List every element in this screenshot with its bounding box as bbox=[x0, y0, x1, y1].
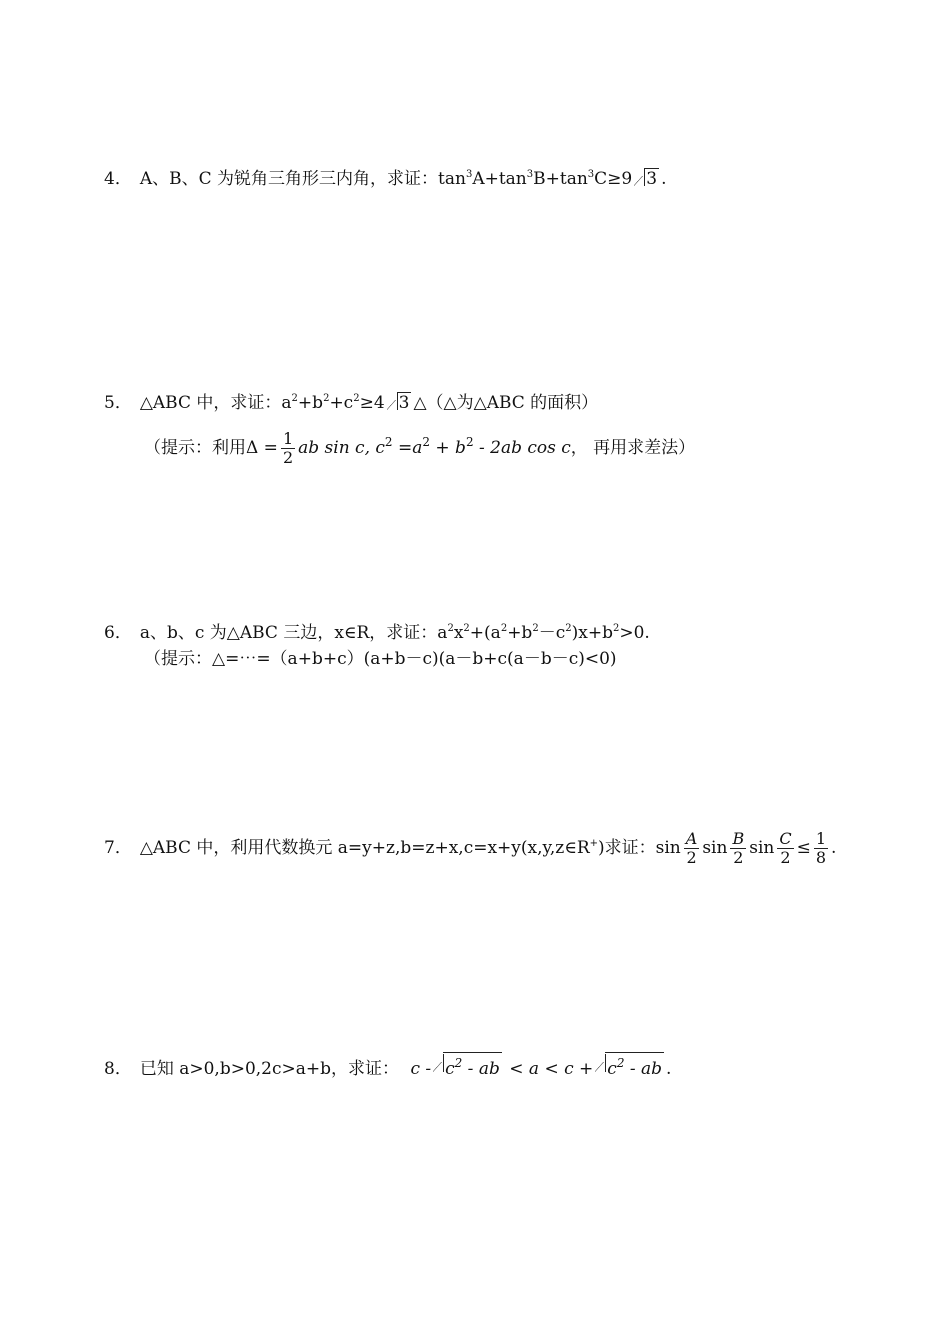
exponent: 2 bbox=[500, 623, 508, 634]
sin-text: sin bbox=[702, 838, 728, 858]
fraction bbox=[814, 830, 828, 867]
problem-6 bbox=[104, 620, 650, 646]
problem-8-text: 已知 a>0,b>0,2c>a+b，求证： bbox=[139, 1059, 400, 1079]
problem-7-text: )求证：sin bbox=[598, 838, 681, 858]
formula: c - bbox=[410, 1059, 432, 1079]
problem-6-number: 6． bbox=[104, 623, 132, 643]
problem-5 bbox=[104, 390, 598, 416]
formula: < a < c + bbox=[509, 1059, 594, 1079]
problem-6-text: >0. bbox=[619, 623, 650, 643]
exponent: 2 bbox=[454, 1056, 463, 1070]
problem-6-text: －c bbox=[538, 623, 566, 643]
sqrt-symbol bbox=[433, 1052, 502, 1082]
problem-4 bbox=[104, 166, 666, 192]
problem-4-text: A+tan bbox=[472, 169, 527, 189]
problem-6-text: x bbox=[453, 623, 464, 643]
exponent: 2 bbox=[465, 435, 474, 449]
problem-6-text: +(a bbox=[469, 623, 501, 643]
problem-6-text: )x+b bbox=[571, 623, 613, 643]
le-symbol: ≤ bbox=[796, 838, 811, 858]
exponent: 2 bbox=[612, 623, 620, 634]
formula: - 2ab cos c bbox=[473, 438, 571, 458]
numerator: 1 bbox=[282, 429, 294, 448]
problem-5-text: △ABC 中，求证：a bbox=[139, 393, 292, 413]
exponent: 2 bbox=[463, 623, 470, 634]
hint-text: （提示：△=⋯=（a+b+c）(a+b－c)(a－b+c(a－b－c)<0) bbox=[144, 649, 617, 669]
problem-5-text: +b bbox=[297, 393, 324, 413]
exponent: 2 bbox=[422, 435, 430, 449]
problem-5-text: ≥4 bbox=[359, 393, 385, 413]
fraction bbox=[730, 830, 746, 867]
problem-4-number: 4． bbox=[104, 169, 132, 189]
exponent: 3 bbox=[465, 169, 473, 180]
problem-6-hint bbox=[144, 646, 617, 672]
period: . bbox=[666, 1059, 672, 1079]
numerator: A bbox=[685, 829, 698, 848]
formula: c bbox=[607, 1059, 617, 1079]
problem-5-number: 5． bbox=[104, 393, 132, 413]
formula: - ab bbox=[624, 1059, 663, 1079]
problem-5-text: △（△为△ABC 的面积） bbox=[413, 393, 599, 413]
exponent: 2 bbox=[353, 393, 360, 404]
period: . bbox=[661, 169, 667, 189]
sqrt-symbol bbox=[387, 390, 412, 416]
sqrt-content: 3 bbox=[398, 393, 410, 413]
fraction bbox=[684, 830, 700, 867]
fraction bbox=[777, 830, 793, 867]
problem-5-text: +c bbox=[329, 393, 354, 413]
problem-5-hint bbox=[144, 420, 695, 470]
exponent: 2 bbox=[323, 393, 330, 404]
sqrt-symbol bbox=[634, 166, 659, 192]
problem-7-number: 7． bbox=[104, 838, 132, 858]
exponent: + bbox=[589, 838, 599, 849]
sin-text: sin bbox=[749, 838, 775, 858]
exponent: 2 bbox=[384, 435, 393, 449]
exponent: 2 bbox=[616, 1056, 625, 1070]
hint-text: ， 再用求差法） bbox=[570, 438, 696, 458]
hint-text: （提示：利用Δ = bbox=[144, 438, 278, 458]
sqrt-content bbox=[443, 1052, 502, 1079]
formula: c bbox=[445, 1059, 455, 1079]
numerator: 1 bbox=[815, 829, 827, 848]
problem-8 bbox=[104, 1052, 671, 1082]
problem-4-text: C≥9 bbox=[594, 169, 633, 189]
problem-6-text: a、b、c 为△ABC 三边，x∈R，求证：a bbox=[139, 623, 448, 643]
exponent: 3 bbox=[587, 169, 595, 180]
problem-7 bbox=[104, 824, 836, 872]
problem-6-text: +b bbox=[507, 623, 533, 643]
sqrt-symbol bbox=[595, 1052, 664, 1082]
denominator: 2 bbox=[733, 848, 744, 867]
denominator: 2 bbox=[686, 848, 697, 867]
exponent: 2 bbox=[447, 623, 454, 634]
exponent: 2 bbox=[291, 393, 298, 404]
problem-4-text: A、B、C 为锐角三角形三内角，求证：tan bbox=[139, 169, 466, 189]
formula: - ab bbox=[462, 1059, 500, 1079]
numerator: B bbox=[732, 829, 745, 848]
problem-4-text: B+tan bbox=[533, 169, 588, 189]
period: . bbox=[831, 838, 837, 858]
sqrt-content: 3 bbox=[646, 169, 658, 189]
denominator: 2 bbox=[780, 848, 791, 867]
denominator: 8 bbox=[815, 848, 827, 867]
denominator: 2 bbox=[282, 448, 294, 467]
formula: =a bbox=[392, 438, 423, 458]
exponent: 2 bbox=[532, 623, 539, 634]
sqrt-content bbox=[605, 1052, 664, 1079]
problem-8-number: 8． bbox=[104, 1059, 132, 1079]
formula: + b bbox=[430, 438, 466, 458]
exponent: 3 bbox=[526, 169, 534, 180]
problem-7-text: △ABC 中，利用代数换元 a=y+z,b=z+x,c=x+y(x,y,z∈R bbox=[139, 838, 590, 858]
fraction bbox=[281, 430, 295, 467]
formula: ab sin c, c bbox=[298, 438, 385, 458]
exponent: 2 bbox=[565, 623, 572, 634]
numerator: C bbox=[779, 829, 792, 848]
